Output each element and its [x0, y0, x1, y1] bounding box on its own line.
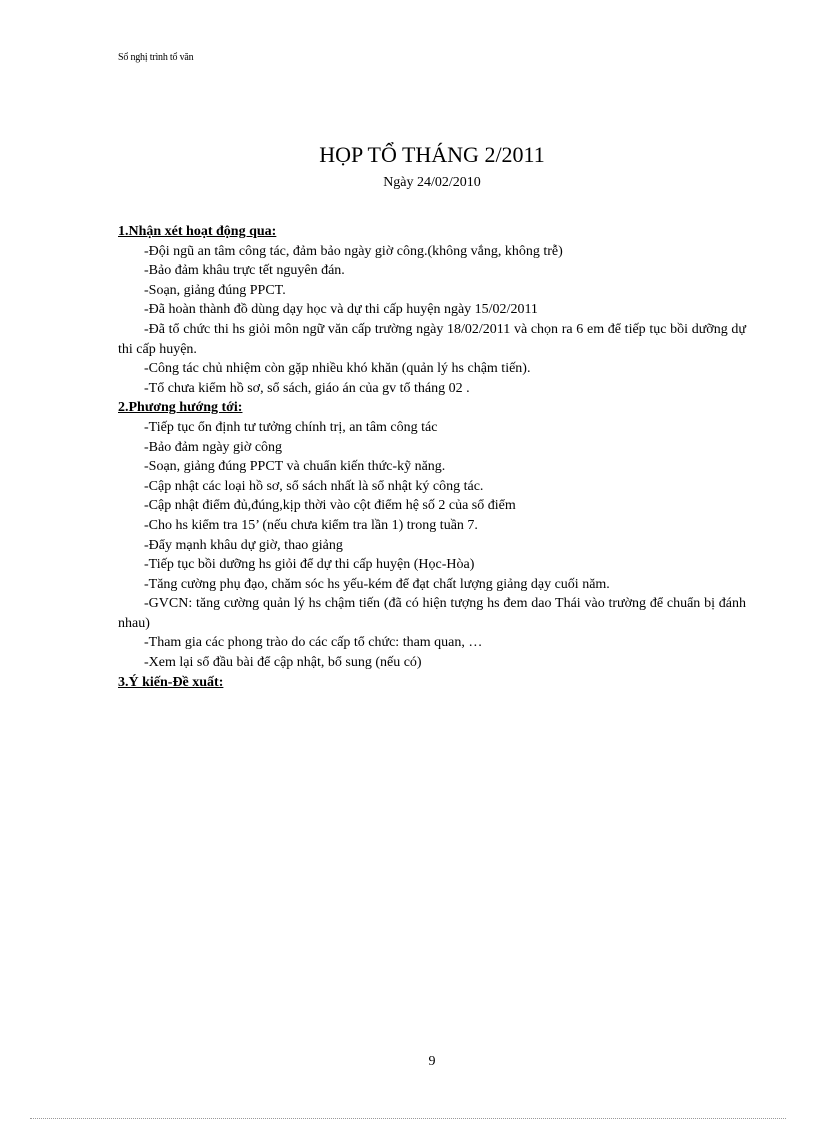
list-item: -Tiếp tục ổn định tư tưởng chính trị, an tâm công tác: [144, 419, 438, 435]
document-body: [118, 222, 746, 692]
list-item: -Xem lại sổ đầu bài để cập nhật, bổ sung (nếu có): [144, 655, 422, 671]
list-item: -Đã hoàn thành đồ dùng dạy học và dự thi cấp huyện ngày 15/02/2011: [144, 302, 538, 318]
header-note: Sổ nghị trình tổ văn: [118, 52, 194, 63]
section-heading: 1.Nhận xét hoạt động qua:: [118, 224, 277, 239]
list-item: -Bảo đảm ngày giờ công: [144, 439, 283, 455]
list-item: -Tổ chưa kiểm hồ sơ, sổ sách, giáo án của gv tổ tháng 02 .: [144, 380, 470, 396]
section-heading: 2.Phương hướng tới:: [118, 400, 243, 416]
list-item: -Đã tổ chức thi hs giỏi môn ngữ văn cấp trường ngày 18/02/2011 và chọn ra 6 em để tiếp tục bồi dưỡng dự thi cấp huyện.: [118, 321, 746, 357]
section-opinions: [118, 673, 746, 693]
list-item: -Công tác chủ nhiệm còn gặp nhiều khó khăn (quản lý hs chậm tiến).: [144, 361, 531, 377]
list-item: -Đội ngũ an tâm công tác, đảm bảo ngày giờ công.(không vắng, không trễ): [144, 243, 563, 259]
list-item: -Tham gia các phong trào do các cấp tổ chức: tham quan, …: [144, 635, 483, 651]
list-item: -Soạn, giảng đúng PPCT và chuẩn kiến thức-kỹ năng.: [144, 459, 446, 475]
list-item: -Đẩy mạnh khâu dự giờ, thao giảng: [144, 537, 343, 553]
section-review: [118, 222, 746, 398]
list-item: -Cập nhật điểm đủ,đúng,kịp thời vào cột điểm hệ số 2 của sổ điểm: [144, 498, 516, 514]
list-item: -Soạn, giảng đúng PPCT.: [144, 282, 286, 298]
section-heading: 3.Ý kiến-Đề xuất:: [118, 674, 224, 690]
list-item: -Tiếp tục bồi dưỡng hs giỏi để dự thi cấp huyện (Học-Hòa): [144, 557, 475, 573]
list-item: -Cập nhật các loại hồ sơ, sổ sách nhất là sổ nhật ký công tác.: [144, 478, 484, 494]
page-number: 9: [428, 1054, 436, 1069]
page-bottom-divider: [30, 1118, 786, 1119]
meeting-date: Ngày 24/02/2010: [383, 175, 481, 190]
list-item: -Bảo đảm khâu trực tết nguyên đán.: [144, 263, 345, 279]
section-direction: [118, 398, 746, 672]
list-item: -GVCN: tăng cường quản lý hs chậm tiến (đã có hiện tượng hs đem dao Thái vào trường để chuẩn bị đánh nhau): [118, 596, 746, 631]
page-title: HỌP TỔ THÁNG 2/2011: [319, 142, 545, 167]
list-item: -Tăng cường phụ đạo, chăm sóc hs yếu-kém để đạt chất lượng giảng dạy cuối năm.: [144, 576, 610, 592]
list-item: -Cho hs kiểm tra 15’ (nếu chưa kiểm tra lần 1) trong tuần 7.: [144, 517, 478, 533]
